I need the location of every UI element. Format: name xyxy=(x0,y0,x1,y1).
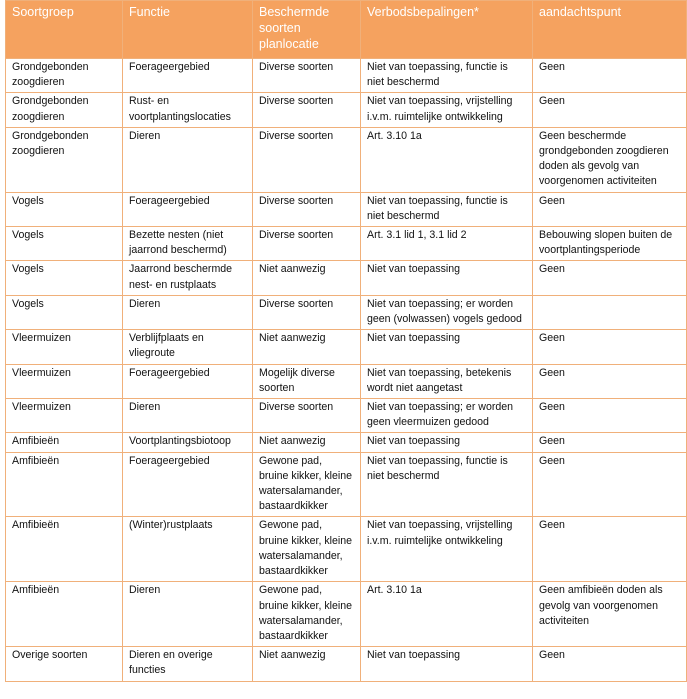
cell-soortgroep: Vleermuizen xyxy=(6,399,123,433)
cell-functie: Foerageergebied xyxy=(123,59,253,93)
cell-verbodsbepalingen: Niet van toepassing xyxy=(361,261,533,295)
table-row xyxy=(6,433,687,452)
header-cell-verbodsbepalingen: Verbodsbepalingen* xyxy=(361,1,533,59)
cell-verbodsbepalingen: Niet van toepassing, functie is niet beschermd xyxy=(361,192,533,226)
cell-soortgroep: Amfibieën xyxy=(6,582,123,647)
cell-functie: Dieren xyxy=(123,295,253,329)
table-row xyxy=(6,295,687,329)
cell-beschermde-soorten: Gewone pad, bruine kikker, kleine watersalamander, bastaardkikker xyxy=(253,452,361,517)
cell-aandachtspunt: Bebouwing slopen buiten de voortplantingsperiode xyxy=(533,227,687,261)
cell-aandachtspunt: Geen xyxy=(533,93,687,127)
cell-beschermde-soorten: Diverse soorten xyxy=(253,127,361,192)
cell-soortgroep: Amfibieën xyxy=(6,433,123,452)
cell-soortgroep: Amfibieën xyxy=(6,452,123,517)
cell-functie: Rust- en voortplantingslocaties xyxy=(123,93,253,127)
cell-verbodsbepalingen: Niet van toepassing, betekenis wordt niet aangetast xyxy=(361,364,533,398)
cell-soortgroep: Vogels xyxy=(6,295,123,329)
cell-beschermde-soorten: Diverse soorten xyxy=(253,295,361,329)
cell-aandachtspunt: Geen beschermde grondgebonden zoogdieren doden als gevolg van voorgenomen activiteiten xyxy=(533,127,687,192)
cell-functie: Dieren xyxy=(123,582,253,647)
cell-beschermde-soorten: Diverse soorten xyxy=(253,227,361,261)
cell-functie: Foerageergebied xyxy=(123,452,253,517)
cell-beschermde-soorten: Diverse soorten xyxy=(253,399,361,433)
table-row xyxy=(6,93,687,127)
header-cell-aandachtspunt: aandachtspunt xyxy=(533,1,687,59)
cell-functie: Dieren xyxy=(123,127,253,192)
header-cell-beschermde-soorten: Beschermde soorten planlocatie xyxy=(253,1,361,59)
cell-aandachtspunt: Geen xyxy=(533,517,687,582)
cell-aandachtspunt: Geen xyxy=(533,452,687,517)
cell-verbodsbepalingen: Niet van toepassing, functie is niet beschermd xyxy=(361,452,533,517)
cell-soortgroep: Grondgebonden zoogdieren xyxy=(6,59,123,93)
cell-aandachtspunt: Geen amfibieën doden als gevolg van voorgenomen activiteiten xyxy=(533,582,687,647)
cell-beschermde-soorten: Diverse soorten xyxy=(253,93,361,127)
cell-functie: Foerageergebied xyxy=(123,192,253,226)
header-cell-functie: Functie xyxy=(123,1,253,59)
cell-verbodsbepalingen: Niet van toepassing, functie is niet beschermd xyxy=(361,59,533,93)
cell-functie: Bezette nesten (niet jaarrond beschermd) xyxy=(123,227,253,261)
cell-aandachtspunt: Geen xyxy=(533,433,687,452)
cell-verbodsbepalingen: Art. 3.10 1a xyxy=(361,127,533,192)
cell-soortgroep: Vogels xyxy=(6,192,123,226)
table-row xyxy=(6,261,687,295)
cell-verbodsbepalingen: Art. 3.10 1a xyxy=(361,582,533,647)
table-row xyxy=(6,59,687,93)
cell-soortgroep: Grondgebonden zoogdieren xyxy=(6,93,123,127)
cell-verbodsbepalingen: Niet van toepassing xyxy=(361,330,533,364)
cell-soortgroep: Grondgebonden zoogdieren xyxy=(6,127,123,192)
cell-soortgroep: Vleermuizen xyxy=(6,364,123,398)
cell-functie: Dieren en overige functies xyxy=(123,647,253,681)
cell-beschermde-soorten: Niet aanwezig xyxy=(253,647,361,681)
table-row xyxy=(6,330,687,364)
cell-aandachtspunt: Geen xyxy=(533,364,687,398)
cell-beschermde-soorten: Gewone pad, bruine kikker, kleine watersalamander, bastaardkikker xyxy=(253,582,361,647)
cell-soortgroep: Vogels xyxy=(6,261,123,295)
cell-verbodsbepalingen: Niet van toepassing, vrijstelling i.v.m. ruimtelijke ontwikkeling xyxy=(361,517,533,582)
cell-functie: Dieren xyxy=(123,399,253,433)
cell-verbodsbepalingen: Niet van toepassing; er worden geen (volwassen) vogels gedood xyxy=(361,295,533,329)
table-row xyxy=(6,192,687,226)
cell-aandachtspunt: Geen xyxy=(533,399,687,433)
table-row xyxy=(6,399,687,433)
cell-functie: Verblijfplaats en vliegroute xyxy=(123,330,253,364)
cell-soortgroep: Vogels xyxy=(6,227,123,261)
table-row xyxy=(6,127,687,192)
cell-verbodsbepalingen: Art. 3.1 lid 1, 3.1 lid 2 xyxy=(361,227,533,261)
header-row xyxy=(6,1,687,59)
cell-functie: Voortplantingsbiotoop xyxy=(123,433,253,452)
cell-verbodsbepalingen: Niet van toepassing xyxy=(361,647,533,681)
cell-soortgroep: Amfibieën xyxy=(6,517,123,582)
table-row xyxy=(6,582,687,647)
cell-verbodsbepalingen: Niet van toepassing; er worden geen vleermuizen gedood xyxy=(361,399,533,433)
cell-soortgroep: Vleermuizen xyxy=(6,330,123,364)
cell-beschermde-soorten: Gewone pad, bruine kikker, kleine watersalamander, bastaardkikker xyxy=(253,517,361,582)
species-table xyxy=(5,0,687,682)
cell-functie: Foerageergebied xyxy=(123,364,253,398)
table-row xyxy=(6,517,687,582)
cell-aandachtspunt: Geen xyxy=(533,59,687,93)
cell-aandachtspunt: Geen xyxy=(533,192,687,226)
table-row xyxy=(6,364,687,398)
cell-verbodsbepalingen: Niet van toepassing, vrijstelling i.v.m. ruimtelijke ontwikkeling xyxy=(361,93,533,127)
table-row xyxy=(6,227,687,261)
cell-aandachtspunt: Geen xyxy=(533,647,687,681)
cell-beschermde-soorten: Diverse soorten xyxy=(253,59,361,93)
cell-verbodsbepalingen: Niet van toepassing xyxy=(361,433,533,452)
header-cell-soortgroep: Soortgroep xyxy=(6,1,123,59)
cell-functie: Jaarrond beschermde nest- en rustplaats xyxy=(123,261,253,295)
cell-beschermde-soorten: Mogelijk diverse soorten xyxy=(253,364,361,398)
cell-beschermde-soorten: Diverse soorten xyxy=(253,192,361,226)
cell-aandachtspunt: Geen xyxy=(533,261,687,295)
cell-soortgroep: Overige soorten xyxy=(6,647,123,681)
cell-functie: (Winter)rustplaats xyxy=(123,517,253,582)
cell-beschermde-soorten: Niet aanwezig xyxy=(253,330,361,364)
cell-aandachtspunt xyxy=(533,295,687,329)
cell-beschermde-soorten: Niet aanwezig xyxy=(253,433,361,452)
cell-beschermde-soorten: Niet aanwezig xyxy=(253,261,361,295)
table-row xyxy=(6,647,687,681)
table-row xyxy=(6,452,687,517)
cell-aandachtspunt: Geen xyxy=(533,330,687,364)
